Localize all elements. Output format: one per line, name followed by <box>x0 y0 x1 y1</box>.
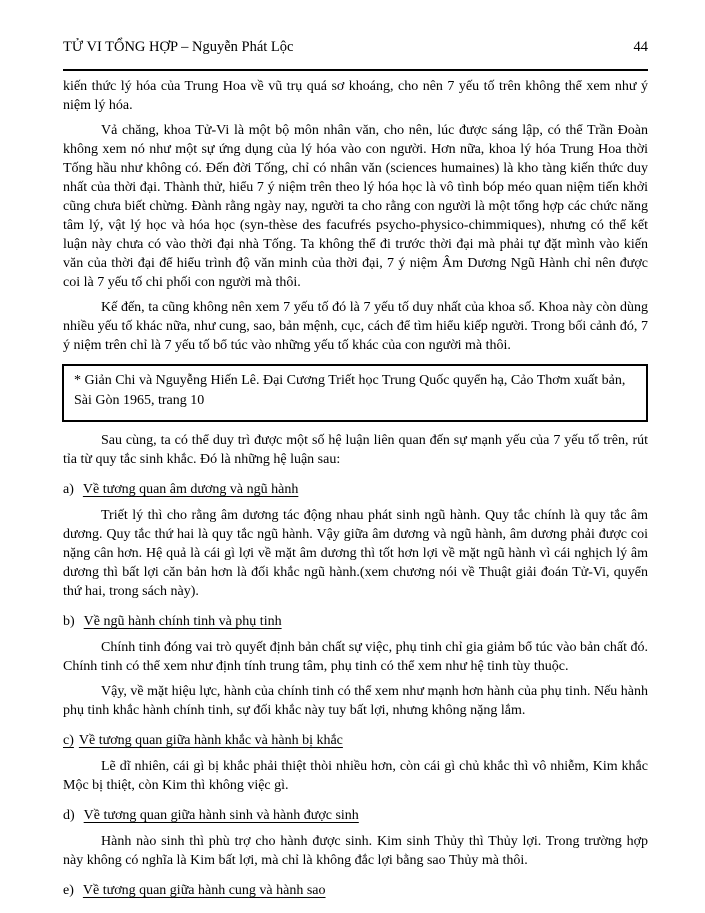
paragraph: Hành nào sinh thì phù trợ cho hành được sinh. Kim sinh Thủy thì Thủy lợi. Trong trường hợp này không có nghĩa là Kim bất lợi, mà chỉ là không đắc lợi bằng sao Thủy mà thôi. <box>63 834 648 868</box>
paragraph: Triết lý thì cho rằng âm dương tác động nhau phát sinh ngũ hành. Quy tắc chính là quy tắc âm dương. Quy tắc thứ hai là quy tắc ngũ hành. Vậy giữa âm dương và ngũ hành, âm dương phải được coi nặng cân hơn. Hệ quả là cái gì lợi về mặt âm dương thì tốt hơn lợi về mặt ngũ hành vì cái nghịch lý âm dương thì bất lợi căn bản hơn là đối khắc ngũ hành.(xem chương nói về Thuật giải đoán Tử-Vi, quyển thứ hai, trong sách này). <box>63 508 648 599</box>
paragraph-continued: kiến thức lý hóa của Trung Hoa về vũ trụ quá sơ khoáng, cho nên 7 yếu tố trên không thể xem như ý niệm lý hóa. <box>63 79 648 113</box>
section-heading-a <box>63 480 648 499</box>
paragraph: Chính tinh đóng vai trò quyết định bản chất sự việc, phụ tinh chỉ gia giảm bổ túc vào bản chất đó. Chính tinh có thể xem như định tính trung tâm, phụ tinh có thể xem như hệ tinh tùy thuộc. <box>63 640 648 674</box>
section-marker: e) <box>63 883 74 898</box>
section-c <box>63 731 648 795</box>
section-title: Về tương quan giữa hành sinh và hành được sinh <box>83 808 359 823</box>
section-heading-c <box>63 731 648 750</box>
section-marker: a) <box>63 482 74 497</box>
section-title: Về ngũ hành chính tinh và phụ tinh <box>83 614 282 629</box>
section-d <box>63 806 648 870</box>
running-title: TỬ VI TỔNG HỢP – Nguyễn Phát Lộc <box>63 39 294 55</box>
paragraph: Lẽ dĩ nhiên, cái gì bị khắc phải thiệt thòi nhiều hơn, còn cái gì chủ khắc thì vô nhiễm, Kim khắc Mộc bị thiệt, còn Kim thì không việc gì. <box>63 759 648 793</box>
section-marker: d) <box>63 808 75 823</box>
section-title: Về tương quan âm dương và ngũ hành <box>82 482 299 497</box>
footnote-text: * Giản Chi và Nguyễng Hiến Lê. Đại Cương Triết học Trung Quốc quyển hạ, Cảo Thơm xuất bản, Sài Gòn 1965, trang 10 <box>74 373 626 408</box>
header-divider <box>63 69 648 71</box>
paragraph: Vả chăng, khoa Tử-Vi là một bộ môn nhân văn, cho nên, lúc được sáng lập, có thể Trần Đoàn không xem nó như một sự ứng dụng của lý hóa vào con người. Hơn nữa, khoa lý hóa Trung Hoa thời Tống hầu như không có. Đến đời Tống, chỉ có nhân văn (sciences humaines) là kho tàng kiến thức duy nhất của thời đại. Thành thử, hiểu 7 ý niệm trên theo lý hóa học là vô tình bóp méo quan niệm tiến khởi cũng chưa biết chừng. Đành rằng ngày nay, người ta cho rằng con người là một tổng hợp các chức năng tâm lý, vật lý học và hóa học (syn-thèse des facufrés psycho-physico-chimmiques), nhưng có thể kết luận này chưa có vào thời đại nhà Tống. Ta không thể đi trước thời đại mà phải tự đặt mình vào kiến văn của thời đại để hiểu trình độ văn minh của thời đại, 7 ý niệm Âm Dương Ngũ Hành chỉ nên được coi là 7 yếu tố chi phối con người mà thôi. <box>63 123 648 290</box>
section-marker: b) <box>63 614 75 629</box>
section-title: Về tương quan giữa hành khắc và hành bị khắc <box>78 733 343 748</box>
page-number: 44 <box>633 39 648 55</box>
page-header <box>63 38 648 56</box>
section-b <box>63 612 648 720</box>
section-title: Về tương quan giữa hành cung và hành sao <box>82 883 326 898</box>
section-e <box>63 881 648 900</box>
section-heading-b <box>63 612 648 631</box>
footnote-box <box>62 364 648 422</box>
paragraph: Sau cùng, ta có thể duy trì được một số hệ luận liên quan đến sự mạnh yếu của 7 yếu tố trên, rút tỉa từ quy tắc sinh khắc. Đó là những hệ luận sau: <box>63 433 648 467</box>
section-a <box>63 480 648 601</box>
section-heading-e <box>63 881 648 900</box>
paragraph: Vậy, về mặt hiệu lực, hành của chính tinh có thể xem như mạnh hơn hành của phụ tinh. Nếu hành phụ tinh khắc hành chính tinh, sự đối khắc này tuy bất lợi, nhưng không nặng lắm. <box>63 684 648 718</box>
paragraph: Kế đến, ta cũng không nên xem 7 yếu tố đó là 7 yếu tố duy nhất của khoa số. Khoa này còn dùng nhiều yếu tố khác nữa, như cung, sao, bản mệnh, cục, cách để tìm hiểu kiếp người. Trong bối cảnh đó, 7 ý niệm trên chỉ là 7 yếu tố bổ túc vào những yếu tố khác của con người mà thôi. <box>63 300 648 353</box>
section-marker: c) <box>63 733 74 748</box>
section-heading-d <box>63 806 648 825</box>
